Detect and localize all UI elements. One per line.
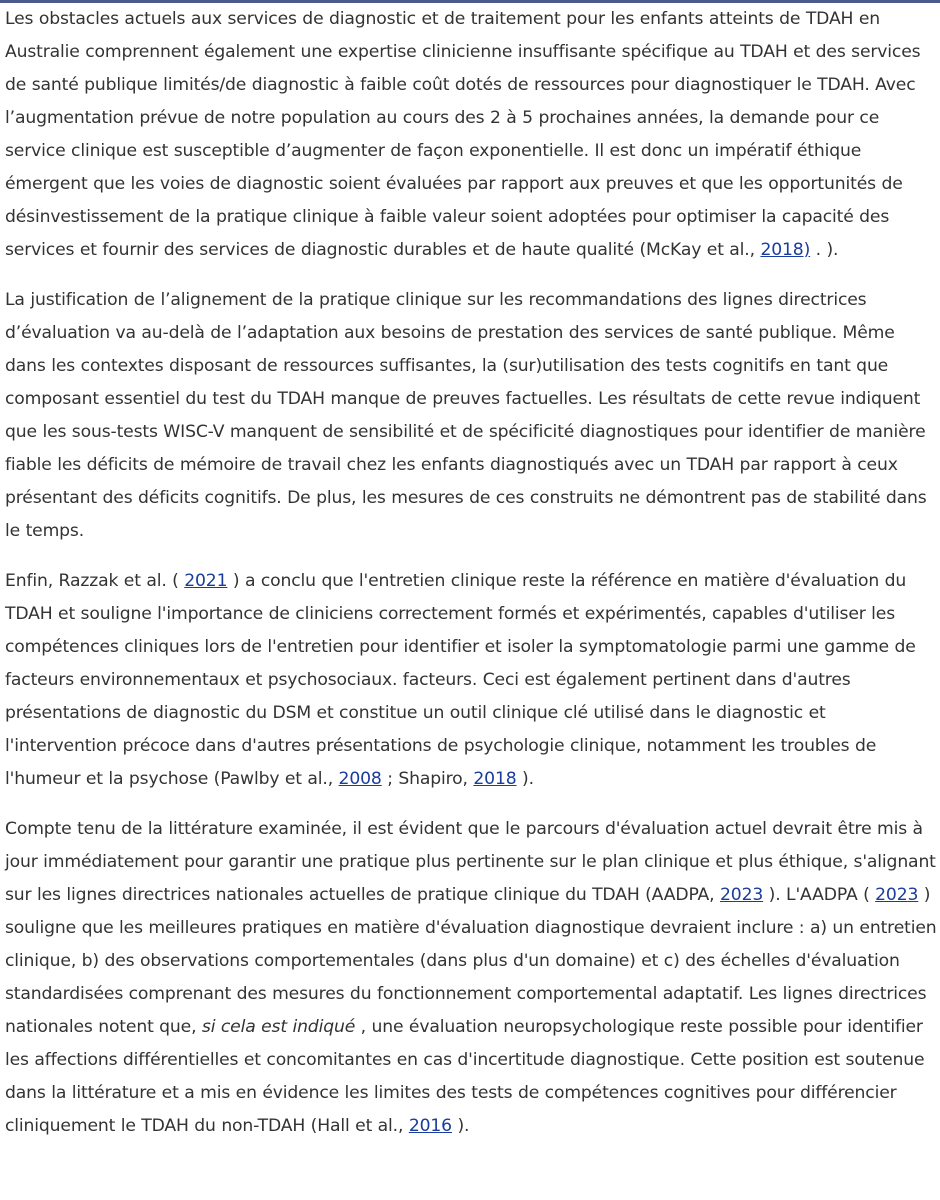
article-body (5, 3, 937, 1160)
citation-link-pawlby-2008[interactable]: 2008 (338, 769, 382, 789)
paragraph-2-text: La justification de l’alignement de la pratique clinique sur les recommandations des lignes directrices d’évaluation va au-delà de l’adaptation aux besoins de prestation des services de santé publique. Même dans les contextes disposant de ressources suffisantes, la (sur)utilisation des tests cognitifs en tant que composant essentiel du test du TDAH manque de preuves factuelles. Les résultats de cette revue indiquent que les sous-tests WISC-V manquent de sensibilité et de spécificité diagnostiques pour identifier de manière fiable les déficits de mémoire de travail chez les enfants diagnostiqués avec un TDAH par rapport à ceux présentant des déficits cognitifs. De plus, les mesures de ces construits ne démontrent pas de stabilité dans le temps. (5, 290, 927, 541)
paragraph-4-text-d: , une évaluation neuropsychologique reste possible pour identifier les affections différentielles et concomitantes en cas d'incertitude diagnostique. Cette position est soutenue dans la littérature et a mis en évidence les limites des tests de compétences cognitives pour différencier cliniquement le TDAH du non-TDAH (Hall et al., (5, 1017, 925, 1136)
citation-link-aadpa-2023-first[interactable]: 2023 (720, 885, 764, 905)
paragraph-4-text-a: Compte tenu de la littérature examinée, il est évident que le parcours d'évaluation actuel devrait être mis à jour immédiatement pour garantir une pratique plus pertinente sur le plan clinique et plus éthique, s'alignant sur les lignes directrices nationales actuelles de pratique clinique du TDAH (AADPA, (5, 819, 936, 905)
citation-link-mckay-2018[interactable]: 2018) (760, 240, 811, 260)
paragraph-1 (5, 3, 937, 267)
paragraph-3-text-a: Enfin, Razzak et al. ( (5, 571, 185, 591)
paragraph-3-text-b: ) a conclu que l'entretien clinique reste la référence en matière d'évaluation du TDAH et souligne l'importance de cliniciens correctement formés et expérimentés, capables d'utiliser les compétences cliniques lors de l'entretien pour identifier et isoler la symptomatologie parmi une gamme de facteurs environnementaux et psychosociaux. facteurs. Ceci est également pertinent dans d'autres présentations de diagnostic du DSM et constitue un outil clinique clé utilisé dans le diagnostic et l'intervention précoce dans d'autres présentations de psychologie clinique, notamment les troubles de l'humeur et la psychose (Pawlby et al., (5, 571, 916, 789)
paragraph-3-text-d: ). (516, 769, 534, 789)
citation-link-shapiro-2018[interactable]: 2018 (473, 769, 517, 789)
citation-link-razzak-2021[interactable]: 2021 (184, 571, 228, 591)
paragraph-4-text-e: ). (451, 1116, 470, 1136)
paragraph-4-text-c: ) souligne que les meilleures pratiques en matière d'évaluation diagnostique devraient inclure : a) un entretien clinique, b) des observations comportementales (dans plus d'un domaine) et c) des échelles d'évaluation standardisées comprenant des mesures du fonctionnement comportemental adaptatif. Les lignes directrices nationales notent que, (5, 885, 937, 1037)
paragraph-4-italic: si cela est indiqué (201, 1017, 356, 1037)
citation-link-hall-2016[interactable]: 2016 (408, 1116, 452, 1136)
paragraph-1-tail: . ). (810, 240, 839, 260)
paragraph-3 (5, 565, 937, 796)
citation-link-aadpa-2023-second[interactable]: 2023 (875, 885, 919, 905)
paragraph-4 (5, 813, 937, 1143)
paragraph-2 (5, 284, 937, 548)
paragraph-4-text-b: ). L'AADPA ( (763, 885, 876, 905)
paragraph-3-text-c: ; Shapiro, (381, 769, 474, 789)
paragraph-1-text: Les obstacles actuels aux services de diagnostic et de traitement pour les enfants atteints de TDAH en Australie comprennent également une expertise clinicienne insuffisante spécifique au TDAH et des services de santé publique limités/de diagnostic à faible coût dotés de ressources pour diagnostiquer le TDAH. Avec l’augmentation prévue de notre population au cours des 2 à 5 prochaines années, la demande pour ce service clinique est susceptible d’augmenter de façon exponentielle. Il est donc un impératif éthique émergent que les voies de diagnostic soient évaluées par rapport aux preuves et que les opportunités de désinvestissement de la pratique clinique à faible valeur soient adoptées pour optimiser la capacité des services et fournir des services de diagnostic durables et de haute qualité (McKay et al., (5, 9, 921, 260)
